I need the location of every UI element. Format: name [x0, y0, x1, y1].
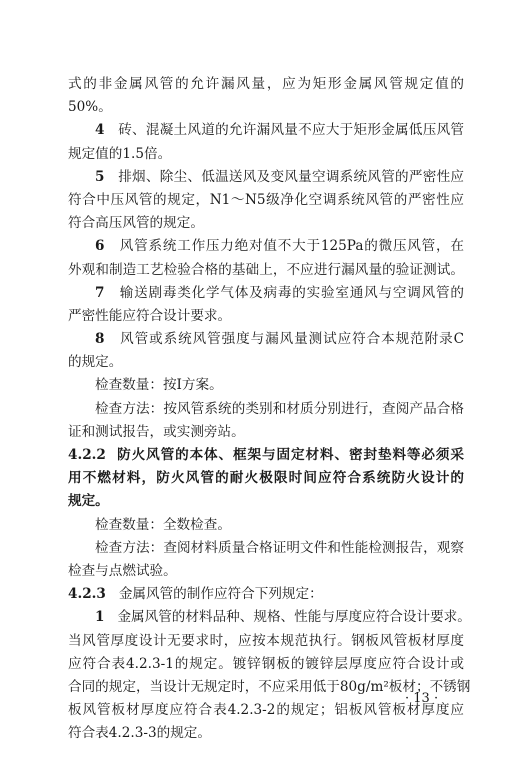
text-line: 证和测试报告，或实测旁站。 — [68, 423, 245, 440]
inspection-method: 检查方法：查阅材料质量合格证明文件和性能检测报告，观察 — [95, 539, 464, 556]
clause-text: 防火风管的本体、框架与固定材料、密封垫料等必须采 — [117, 447, 465, 463]
clause-text: 砖、混凝土风道的允许漏风量不应大于矩形金属低压风管 — [118, 122, 465, 139]
clause-number: 7 — [95, 284, 105, 301]
text-line: 式的非金属风管的允许漏风量，应为矩形金属风管规定值的 — [68, 76, 464, 92]
text-line: 板风管板材厚度应符合表4.2.3-2的规定；铝板风管板材厚度应 — [68, 702, 464, 719]
text-line: 的规定。 — [68, 354, 123, 371]
text-line: 符合高压风管的规定。 — [68, 215, 204, 232]
text-line: 当风管厚度设计无要求时，应按本规范执行。钢板风管板材厚度 — [68, 632, 464, 649]
clause-number: 6 — [95, 238, 105, 255]
page-number: · 13 · — [405, 691, 439, 706]
text-line: 符合中压风管的规定，N1～N5级净化空调系统风管的严密性应 — [68, 191, 464, 208]
text-line: 合同的规定，当设计无规定时，不应采用低于80g/m²板材；不锈钢 — [68, 678, 471, 695]
clause-text: 金属风管的制作应符合下列规定： — [118, 586, 323, 603]
text-line: 符合表4.2.3-3的规定。 — [68, 725, 211, 742]
clause-text: 风管系统工作压力绝对值不大于125Pa的微压风管，在 — [119, 238, 464, 255]
body-text — [68, 73, 471, 745]
clause-number: 4 — [95, 122, 105, 139]
clause-text: 金属风管的材料品种、规格、性能与厚度应符合设计要求。 — [117, 609, 471, 626]
clause-line — [68, 166, 464, 189]
text-line: 50%。 — [68, 99, 112, 116]
clause-number: 4.2.2 — [68, 447, 106, 463]
inspection-quantity: 检查数量：按Ⅰ方案。 — [95, 377, 223, 394]
clause-text: 风管或系统风管强度与漏风量测试应符合本规范附录C — [120, 331, 465, 348]
text-line: 严密性能应符合设计要求。 — [68, 307, 232, 324]
text-line: 规定值的1.5倍。 — [68, 145, 172, 162]
clause-number: 4.2.3 — [68, 586, 106, 603]
clause-line — [68, 583, 464, 606]
clause-number: 8 — [95, 331, 105, 348]
clause-line — [68, 235, 464, 258]
text-line: 规定。 — [68, 493, 109, 510]
inspection-method: 检查方法：按风管系统的类别和材质分别进行，查阅产品合格 — [95, 400, 464, 417]
clause-text: 输送剧毒类化学气体及病毒的实验室通风与空调风管的 — [119, 284, 464, 301]
text-line: 检查与点燃试验。 — [68, 562, 177, 579]
text-line: 外观和制造工艺检验合格的基础上，不应进行漏风量的验证测试。 — [68, 261, 464, 278]
clause-number: 1 — [95, 609, 105, 626]
text-line: 用不燃材料，防火风管的耐火极限时间应符合系统防火设计的 — [68, 470, 464, 487]
clause-line — [68, 328, 464, 351]
clause-line — [68, 444, 464, 467]
clause-line — [68, 119, 464, 142]
clause-line — [68, 606, 471, 629]
clause-text: 排烟、除尘、低温送风及变风量空调系统风管的严密性应 — [118, 168, 465, 185]
text-line: 应符合表4.2.3-1的规定。镀锌钢板的镀锌层厚度应符合设计或 — [68, 655, 464, 672]
clause-number: 5 — [95, 168, 105, 185]
clause-line — [68, 282, 464, 305]
inspection-quantity: 检查数量：全数检查。 — [95, 516, 231, 533]
